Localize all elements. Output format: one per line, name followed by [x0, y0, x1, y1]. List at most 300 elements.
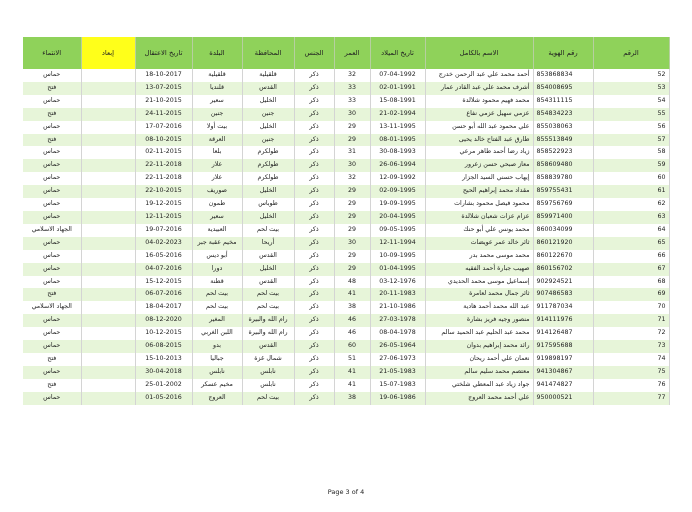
header-id-number: رقم الهوية	[533, 37, 593, 69]
execution-cell	[81, 288, 135, 301]
gender-cell: ذكر	[294, 250, 334, 263]
id-number-cell: 911787034	[533, 301, 593, 314]
header-age: العمر	[334, 37, 370, 69]
arrest-date-cell: 06-07-2016	[135, 288, 192, 301]
id-number-cell: 859756769	[533, 198, 593, 211]
table-row	[23, 211, 669, 224]
number-cell: 73	[593, 340, 669, 353]
town-cell: نابلس	[192, 366, 242, 379]
age-cell: 60	[334, 340, 370, 353]
affiliation-cell: حماس	[23, 172, 81, 185]
table-row	[23, 301, 669, 314]
number-cell: 59	[593, 159, 669, 172]
table-row	[23, 121, 669, 134]
id-number-cell: 858609480	[533, 159, 593, 172]
affiliation-cell: حماس	[23, 276, 81, 289]
town-cell: بيت لحم	[192, 301, 242, 314]
town-cell: مخيم عسكر	[192, 379, 242, 392]
age-cell: 38	[334, 392, 370, 405]
execution-cell	[81, 263, 135, 276]
gender-cell: ذكر	[294, 211, 334, 224]
execution-cell	[81, 379, 135, 392]
full-name-cell: محمود فيصل محمود بشارات	[425, 198, 533, 211]
town-cell: أبو ديس	[192, 250, 242, 263]
gender-cell: ذكر	[294, 392, 334, 405]
id-number-cell: 950000521	[533, 392, 593, 405]
birth-date-cell: 26-05-1964	[370, 340, 425, 353]
full-name-cell: إسماعيل موسى محمد الحديدي	[425, 276, 533, 289]
arrest-date-cell: 22-11-2018	[135, 159, 192, 172]
header-arrest-date: تاريخ الاعتقال	[135, 37, 192, 69]
gender-cell: ذكر	[294, 276, 334, 289]
arrest-date-cell: 15-12-2015	[135, 276, 192, 289]
execution-cell	[81, 340, 135, 353]
gender-cell: ذكر	[294, 366, 334, 379]
execution-cell	[81, 134, 135, 147]
affiliation-cell: حماس	[23, 95, 81, 108]
number-cell: 58	[593, 146, 669, 159]
number-cell: 62	[593, 198, 669, 211]
execution-cell	[81, 392, 135, 405]
affiliation-cell: فتح	[23, 82, 81, 95]
birth-date-cell: 12-11-1994	[370, 237, 425, 250]
age-cell: 29	[334, 198, 370, 211]
table-row	[23, 172, 669, 185]
full-name-cell: محمد موسى محمد بدر	[425, 250, 533, 263]
id-number-cell: 917595688	[533, 340, 593, 353]
header-town: البلدة	[192, 37, 242, 69]
execution-cell	[81, 146, 135, 159]
town-cell: العروج	[192, 392, 242, 405]
birth-date-cell: 26-06-1994	[370, 159, 425, 172]
gender-cell: ذكر	[294, 185, 334, 198]
arrest-date-cell: 12-11-2015	[135, 211, 192, 224]
id-number-cell: 859755431	[533, 185, 593, 198]
number-cell: 55	[593, 108, 669, 121]
id-number-cell: 860121920	[533, 237, 593, 250]
full-name-cell: معاز صبحي حسن زعرور	[425, 159, 533, 172]
age-cell: 29	[334, 211, 370, 224]
full-name-cell: علي أحمد محمد العروج	[425, 392, 533, 405]
governorate-cell: جنين	[242, 134, 294, 147]
table-row	[23, 340, 669, 353]
full-name-cell: صهيب جبارة أحمد الفقيه	[425, 263, 533, 276]
execution-cell	[81, 185, 135, 198]
age-cell: 33	[334, 95, 370, 108]
full-name-cell: نعمان علي أحمد ريحان	[425, 353, 533, 366]
age-cell: 29	[334, 185, 370, 198]
age-cell: 30	[334, 237, 370, 250]
table-header-row	[23, 37, 669, 69]
execution-cell	[81, 69, 135, 82]
town-cell: دورا	[192, 263, 242, 276]
id-number-cell: 907486583	[533, 288, 593, 301]
age-cell: 38	[334, 301, 370, 314]
number-cell: 67	[593, 263, 669, 276]
governorate-cell: القدس	[242, 340, 294, 353]
birth-date-cell: 15-07-1983	[370, 379, 425, 392]
arrest-date-cell: 16-05-2016	[135, 250, 192, 263]
page-footer: Page 3 of 4	[327, 488, 365, 496]
id-number-cell: 919898197	[533, 353, 593, 366]
gender-cell: ذكر	[294, 237, 334, 250]
header-gender: الجنس	[294, 37, 334, 69]
governorate-cell: القدس	[242, 276, 294, 289]
governorate-cell: الخليل	[242, 211, 294, 224]
full-name-cell: جواد زياد عبد المعطي شلختي	[425, 379, 533, 392]
table-row	[23, 82, 669, 95]
gender-cell: ذكر	[294, 172, 334, 185]
governorate-cell: بيت لحم	[242, 288, 294, 301]
age-cell: 29	[334, 250, 370, 263]
birth-date-cell: 10-09-1995	[370, 250, 425, 263]
number-cell: 75	[593, 366, 669, 379]
number-cell: 56	[593, 121, 669, 134]
header-birth-date: تاريخ الميلاد	[370, 37, 425, 69]
id-number-cell: 854311115	[533, 95, 593, 108]
table-row	[23, 263, 669, 276]
number-cell: 72	[593, 327, 669, 340]
id-number-cell: 854834223	[533, 108, 593, 121]
age-cell: 41	[334, 366, 370, 379]
number-cell: 77	[593, 392, 669, 405]
number-cell: 66	[593, 250, 669, 263]
birth-date-cell: 30-08-1993	[370, 146, 425, 159]
town-cell: العرقة	[192, 134, 242, 147]
affiliation-cell: حماس	[23, 366, 81, 379]
governorate-cell: نابلس	[242, 366, 294, 379]
birth-date-cell: 19-09-1995	[370, 198, 425, 211]
arrest-date-cell: 10-12-2015	[135, 327, 192, 340]
age-cell: 31	[334, 146, 370, 159]
birth-date-cell: 27-06-1973	[370, 353, 425, 366]
table-row	[23, 159, 669, 172]
governorate-cell: نابلس	[242, 379, 294, 392]
arrest-date-cell: 21-10-2015	[135, 95, 192, 108]
table-row	[23, 237, 669, 250]
town-cell: العبيدية	[192, 224, 242, 237]
number-cell: 70	[593, 301, 669, 314]
execution-cell	[81, 172, 135, 185]
table-row	[23, 379, 669, 392]
execution-cell	[81, 276, 135, 289]
gender-cell: ذكر	[294, 314, 334, 327]
age-cell: 41	[334, 379, 370, 392]
gender-cell: ذكر	[294, 146, 334, 159]
birth-date-cell: 02-01-1991	[370, 82, 425, 95]
arrest-date-cell: 15-10-2013	[135, 353, 192, 366]
id-number-cell: 914111976	[533, 314, 593, 327]
birth-date-cell: 15-08-1991	[370, 95, 425, 108]
birth-date-cell: 20-11-1983	[370, 288, 425, 301]
header-governorate: المحافظة	[242, 37, 294, 69]
affiliation-cell: حماس	[23, 263, 81, 276]
execution-cell	[81, 327, 135, 340]
birth-date-cell: 01-04-1995	[370, 263, 425, 276]
id-number-cell: 860034099	[533, 224, 593, 237]
id-number-cell: 914126487	[533, 327, 593, 340]
arrest-date-cell: 01-05-2016	[135, 392, 192, 405]
affiliation-cell: حماس	[23, 146, 81, 159]
affiliation-cell: حماس	[23, 185, 81, 198]
full-name-cell: زياد رضا أحمد طاهر مرعي	[425, 146, 533, 159]
governorate-cell: بيت لحم	[242, 224, 294, 237]
full-name-cell: محمد يونس علي أبو حنك	[425, 224, 533, 237]
birth-date-cell: 19-06-1986	[370, 392, 425, 405]
town-cell: جباليا	[192, 353, 242, 366]
table-row	[23, 353, 669, 366]
gender-cell: ذكر	[294, 224, 334, 237]
execution-cell	[81, 82, 135, 95]
gender-cell: ذكر	[294, 108, 334, 121]
gender-cell: ذكر	[294, 353, 334, 366]
table-body	[23, 69, 669, 405]
governorate-cell: طولكرم	[242, 172, 294, 185]
town-cell: قلقيلية	[192, 69, 242, 82]
id-number-cell: 860156702	[533, 263, 593, 276]
town-cell: علار	[192, 172, 242, 185]
governorate-cell: القدس	[242, 250, 294, 263]
number-cell: 69	[593, 288, 669, 301]
birth-date-cell: 07-04-1992	[370, 69, 425, 82]
age-cell: 46	[334, 327, 370, 340]
age-cell: 32	[334, 172, 370, 185]
full-name-cell: مقداد محمد إبراهيم الحيح	[425, 185, 533, 198]
number-cell: 52	[593, 69, 669, 82]
town-cell: المغير	[192, 314, 242, 327]
arrest-date-cell: 18-10-2017	[135, 69, 192, 82]
full-name-cell: ثائر خالد عمر عويضات	[425, 237, 533, 250]
birth-date-cell: 12-09-1992	[370, 172, 425, 185]
id-number-cell: 859971400	[533, 211, 593, 224]
age-cell: 51	[334, 353, 370, 366]
arrest-date-cell: 22-10-2015	[135, 185, 192, 198]
number-cell: 71	[593, 314, 669, 327]
town-cell: بيت لحم	[192, 288, 242, 301]
table-row	[23, 366, 669, 379]
table-row	[23, 134, 669, 147]
full-name-cell: إيهاب حسني السيد الجزار	[425, 172, 533, 185]
number-cell: 64	[593, 224, 669, 237]
id-number-cell: 853868834	[533, 69, 593, 82]
town-cell: بيت أولا	[192, 121, 242, 134]
table-row	[23, 314, 669, 327]
arrest-date-cell: 19-07-2016	[135, 224, 192, 237]
governorate-cell: أريحا	[242, 237, 294, 250]
id-number-cell: 855513849	[533, 134, 593, 147]
gender-cell: ذكر	[294, 340, 334, 353]
town-cell: قطنة	[192, 276, 242, 289]
age-cell: 30	[334, 108, 370, 121]
affiliation-cell: حماس	[23, 121, 81, 134]
full-name-cell: منصور وجيه فريز بشارة	[425, 314, 533, 327]
birth-date-cell: 09-05-1995	[370, 224, 425, 237]
number-cell: 61	[593, 185, 669, 198]
town-cell: اللبن الغربي	[192, 327, 242, 340]
affiliation-cell: فتح	[23, 108, 81, 121]
birth-date-cell: 08-04-1978	[370, 327, 425, 340]
gender-cell: ذكر	[294, 69, 334, 82]
full-name-cell: علي محمود عبد الله أبو حسن	[425, 121, 533, 134]
execution-cell	[81, 314, 135, 327]
governorate-cell: الخليل	[242, 95, 294, 108]
town-cell: سعير	[192, 211, 242, 224]
number-cell: 74	[593, 353, 669, 366]
age-cell: 48	[334, 276, 370, 289]
affiliation-cell: حماس	[23, 327, 81, 340]
affiliation-cell: فتح	[23, 353, 81, 366]
affiliation-cell: حماس	[23, 314, 81, 327]
birth-date-cell: 20-04-1995	[370, 211, 425, 224]
full-name-cell: عبد الله محمد أحمد هادية	[425, 301, 533, 314]
age-cell: 29	[334, 224, 370, 237]
age-cell: 29	[334, 263, 370, 276]
number-cell: 76	[593, 379, 669, 392]
governorate-cell: بيت لحم	[242, 392, 294, 405]
table-row	[23, 224, 669, 237]
affiliation-cell: حماس	[23, 159, 81, 172]
execution-cell	[81, 198, 135, 211]
header-number: الرقم	[593, 37, 669, 69]
gender-cell: ذكر	[294, 134, 334, 147]
affiliation-cell: فتح	[23, 134, 81, 147]
arrest-date-cell: 06-08-2015	[135, 340, 192, 353]
id-number-cell: 902924521	[533, 276, 593, 289]
birth-date-cell: 02-09-1995	[370, 185, 425, 198]
execution-cell	[81, 211, 135, 224]
table-row	[23, 198, 669, 211]
age-cell: 30	[334, 159, 370, 172]
full-name-cell: ثائر جمال محمد لعامرة	[425, 288, 533, 301]
arrest-date-cell: 19-12-2015	[135, 198, 192, 211]
arrest-date-cell: 13-07-2015	[135, 82, 192, 95]
gender-cell: ذكر	[294, 379, 334, 392]
execution-cell	[81, 121, 135, 134]
table-row	[23, 327, 669, 340]
arrest-date-cell: 25-01-2002	[135, 379, 192, 392]
id-number-cell: 858522923	[533, 146, 593, 159]
table-row	[23, 250, 669, 263]
town-cell: قلنديا	[192, 82, 242, 95]
full-name-cell: عزمي سهيل عزمي نفاع	[425, 108, 533, 121]
governorate-cell: بيت لحم	[242, 301, 294, 314]
header-execution: إبعاد	[81, 37, 135, 69]
governorate-cell: قلقيلية	[242, 69, 294, 82]
town-cell: مخيم عقبة جبر	[192, 237, 242, 250]
affiliation-cell: حماس	[23, 250, 81, 263]
full-name-cell: أحمد محمد علي عبد الرحمن خدرج	[425, 69, 533, 82]
gender-cell: ذكر	[294, 263, 334, 276]
execution-cell	[81, 224, 135, 237]
arrest-date-cell: 04-02-2023	[135, 237, 192, 250]
execution-cell	[81, 366, 135, 379]
age-cell: 29	[334, 134, 370, 147]
town-cell: بلعا	[192, 146, 242, 159]
id-number-cell: 941304867	[533, 366, 593, 379]
table-row	[23, 392, 669, 405]
number-cell: 65	[593, 237, 669, 250]
execution-cell	[81, 353, 135, 366]
birth-date-cell: 27-03-1978	[370, 314, 425, 327]
full-name-cell: أشرف محمد علي عبد القادر عمار	[425, 82, 533, 95]
age-cell: 33	[334, 82, 370, 95]
affiliation-cell: حماس	[23, 340, 81, 353]
gender-cell: ذكر	[294, 288, 334, 301]
execution-cell	[81, 159, 135, 172]
header-full-name: الاسم بالكامل	[425, 37, 533, 69]
header-affiliation: الانتماء	[23, 37, 81, 69]
full-name-cell: معتصم محمد سليم سالم	[425, 366, 533, 379]
governorate-cell: طولكرم	[242, 159, 294, 172]
birth-date-cell: 13-11-1995	[370, 121, 425, 134]
gender-cell: ذكر	[294, 327, 334, 340]
table-row	[23, 276, 669, 289]
execution-cell	[81, 95, 135, 108]
arrest-date-cell: 08-12-2020	[135, 314, 192, 327]
arrest-date-cell: 30-04-2018	[135, 366, 192, 379]
governorate-cell: رام الله والبيرة	[242, 314, 294, 327]
id-number-cell: 860122670	[533, 250, 593, 263]
arrest-date-cell: 08-10-2015	[135, 134, 192, 147]
affiliation-cell: حماس	[23, 69, 81, 82]
gender-cell: ذكر	[294, 301, 334, 314]
gender-cell: ذكر	[294, 121, 334, 134]
governorate-cell: شمال غزة	[242, 353, 294, 366]
town-cell: طمون	[192, 198, 242, 211]
gender-cell: ذكر	[294, 82, 334, 95]
arrest-date-cell: 17-07-2016	[135, 121, 192, 134]
number-cell: 68	[593, 276, 669, 289]
gender-cell: ذكر	[294, 159, 334, 172]
birth-date-cell: 08-01-1995	[370, 134, 425, 147]
number-cell: 54	[593, 95, 669, 108]
number-cell: 60	[593, 172, 669, 185]
arrest-date-cell: 04-07-2016	[135, 263, 192, 276]
age-cell: 29	[334, 121, 370, 134]
affiliation-cell: حماس	[23, 211, 81, 224]
execution-cell	[81, 301, 135, 314]
town-cell: سعير	[192, 95, 242, 108]
gender-cell: ذكر	[294, 95, 334, 108]
town-cell: جنين	[192, 108, 242, 121]
governorate-cell: رام الله والبيرة	[242, 327, 294, 340]
id-number-cell: 855038063	[533, 121, 593, 134]
arrest-date-cell: 22-11-2018	[135, 172, 192, 185]
full-name-cell: رائد محمد إبراهيم بدوان	[425, 340, 533, 353]
affiliation-cell: فتح	[23, 288, 81, 301]
town-cell: علار	[192, 159, 242, 172]
governorate-cell: القدس	[242, 82, 294, 95]
town-cell: بدو	[192, 340, 242, 353]
town-cell: صوريف	[192, 185, 242, 198]
full-name-cell: طارق عبد الفتاح خالد يحيى	[425, 134, 533, 147]
execution-cell	[81, 250, 135, 263]
id-number-cell: 854008695	[533, 82, 593, 95]
affiliation-cell: الجهاد الاسلامي	[23, 301, 81, 314]
number-cell: 63	[593, 211, 669, 224]
governorate-cell: الخليل	[242, 263, 294, 276]
arrest-date-cell: 18-04-2017	[135, 301, 192, 314]
governorate-cell: الخليل	[242, 121, 294, 134]
arrest-date-cell: 24-11-2015	[135, 108, 192, 121]
table-row	[23, 146, 669, 159]
birth-date-cell: 21-10-1986	[370, 301, 425, 314]
execution-cell	[81, 237, 135, 250]
arrest-date-cell: 02-11-2015	[135, 146, 192, 159]
affiliation-cell: الجهاد الاسلامي	[23, 224, 81, 237]
affiliation-cell: حماس	[23, 198, 81, 211]
age-cell: 41	[334, 288, 370, 301]
